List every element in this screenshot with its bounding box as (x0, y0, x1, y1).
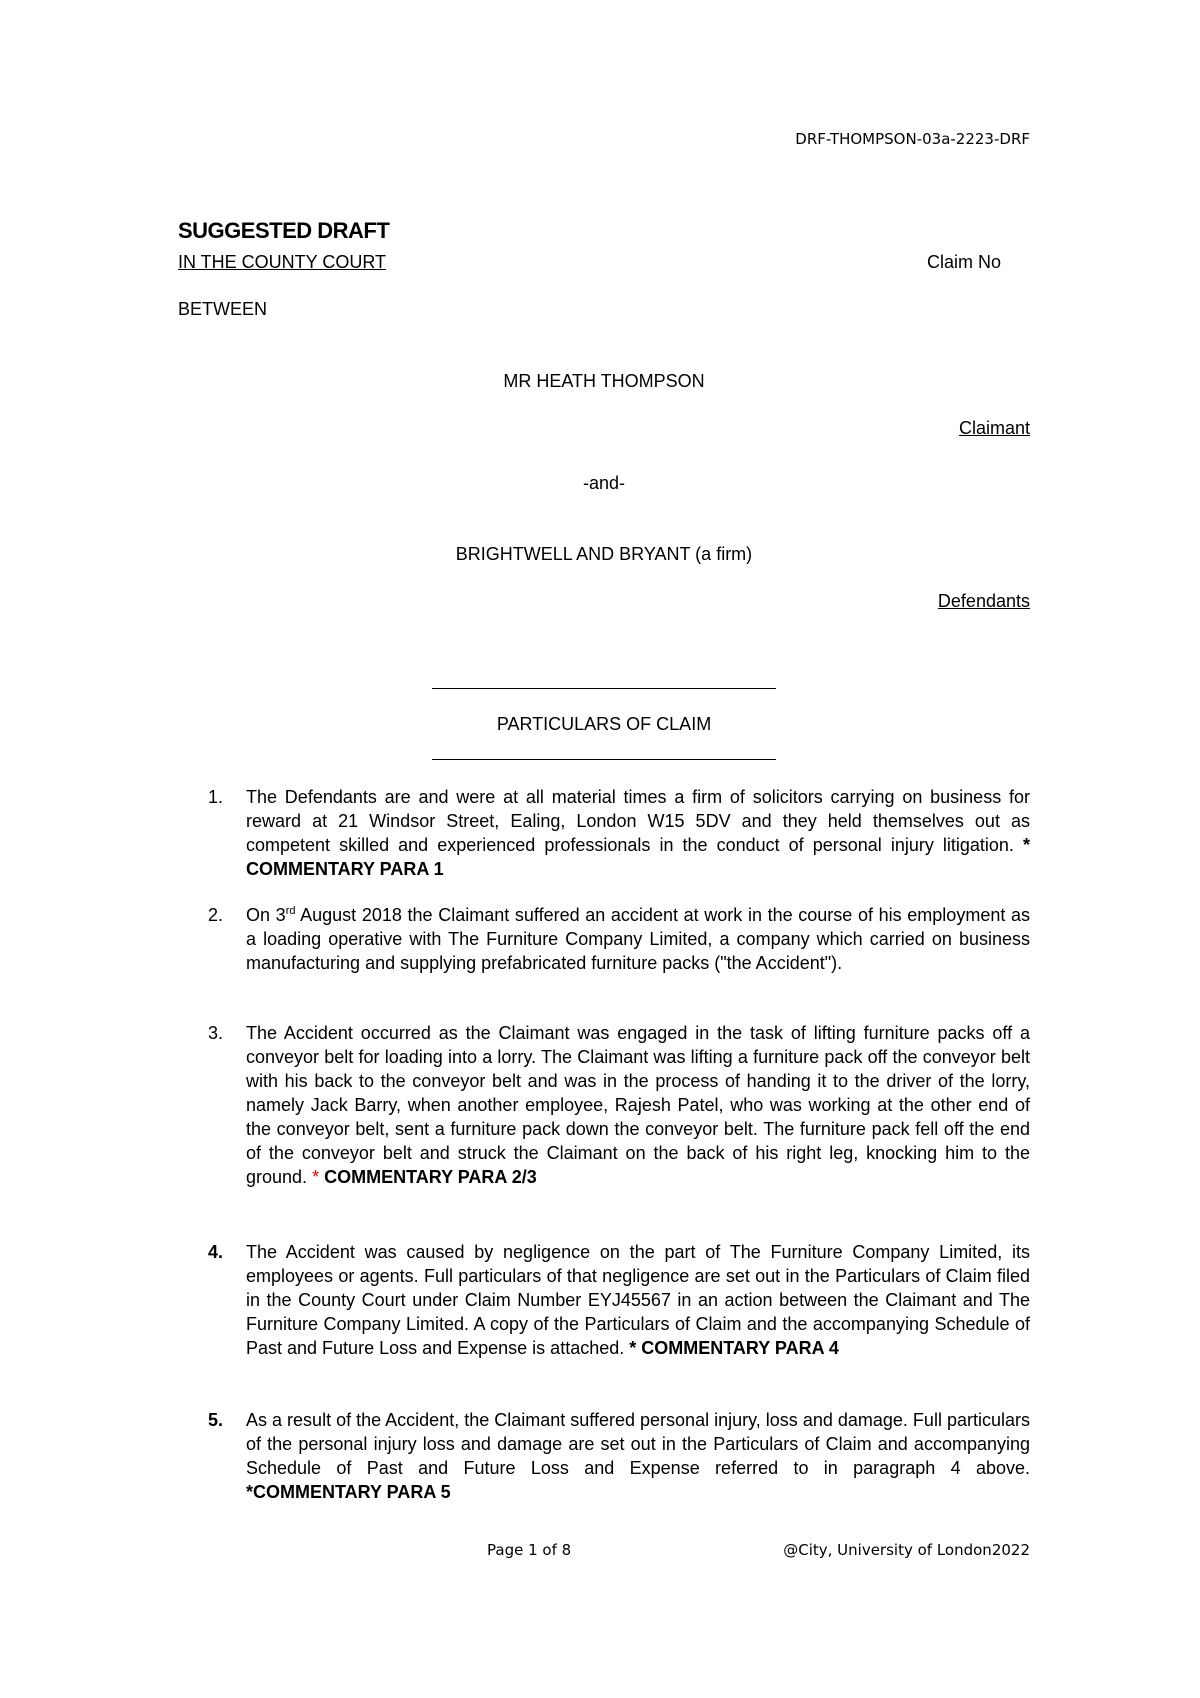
claimant-name: MR HEATH THOMPSON (503, 371, 705, 391)
paragraph-number: 1. (208, 787, 224, 807)
paragraph-4 (178, 1240, 1030, 1360)
paragraph-text: The Defendants are and were at all material times a firm of solicitors carrying on business for reward at 21 Windsor Street, Ealing, London W15 5DV and they held themselves out as competent skilled and experienced professionals in the conduct of personal injury litigation. (246, 787, 1030, 855)
paragraph-number: 3. (208, 1023, 224, 1043)
defendant-name: BRIGHTWELL AND BRYANT (a firm) (455, 544, 753, 564)
commentary-ref: *COMMENTARY PARA 5 (246, 1482, 451, 1502)
commentary-ref: COMMENTARY PARA 2/3 (324, 1167, 537, 1187)
paragraph-3 (178, 1021, 1030, 1189)
paragraph-2 (178, 903, 1030, 975)
paragraph-text-continued: August 2018 the Claimant suffered an accident at work in the course of his employment as a loading operative with The Furniture Company Limited, a company which carried on business manufacturing and supplying prefabricated furniture packs ("the Accident"). (246, 905, 1031, 973)
paragraph-text: The Accident was caused by negligence on the part of The Furniture Company Limited, its employees or agents. Full particulars of that negligence are set out in the Particulars of Claim filed in the County Court under Claim Number EYJ45567 in an action between the Claimant and The Furniture Company Limited. A copy of the Particulars of Claim and the accompanying Schedule of Past and Future Loss and Expense is attached. (246, 1242, 1030, 1358)
paragraph-1 (178, 785, 1030, 881)
paragraph-text: As a result of the Accident, the Claimant suffered personal injury, loss and damage. Full particulars of the personal injury loss and damage are set out in the Particulars of Claim and accompanying Schedule of Past and Future Loss and Expense referred to in paragraph 4 above. (246, 1410, 1030, 1478)
document-reference: DRF-THOMPSON-03a-2223-DRF (795, 130, 1030, 148)
between-label: BETWEEN (178, 299, 268, 319)
paragraph-5 (178, 1408, 1030, 1504)
red-asterisk: * (312, 1167, 320, 1187)
copyright-notice: @City, University of London2022 (783, 1541, 1030, 1559)
page-number: Page 1 of 8 (487, 1541, 572, 1559)
heading-rule-bottom (432, 759, 776, 760)
court-name: IN THE COUNTY COURT (178, 252, 387, 272)
particulars-heading: PARTICULARS OF CLAIM (496, 714, 712, 734)
draft-title: SUGGESTED DRAFT (178, 218, 390, 243)
and-separator: -and- (582, 473, 626, 493)
paragraph-number: 2. (208, 905, 224, 925)
paragraph-number: 5. (208, 1410, 224, 1430)
commentary-ref: * COMMENTARY PARA 1 (246, 835, 1030, 879)
date-ordinal-suffix: rd (285, 905, 296, 917)
paragraph-text: On 3 (246, 905, 286, 925)
defendant-label: Defendants (937, 591, 1030, 611)
commentary-ref: * COMMENTARY PARA 4 (629, 1338, 839, 1358)
claimant-label: Claimant (958, 418, 1030, 438)
claim-number-label: Claim No (927, 252, 1002, 272)
heading-rule-top (432, 688, 776, 689)
paragraph-text: The Accident occurred as the Claimant was engaged in the task of lifting furniture packs off a conveyor belt for loading into a lorry. The Claimant was lifting a furniture pack off the conveyor belt with his back to the conveyor belt and was in the process of handing it to the driver of the lorry, namely Jack Barry, when another employee, Rajesh Patel, who was working at the other end of the conveyor belt, sent a furniture pack down the conveyor belt. The furniture pack fell off the end of the conveyor belt and struck the Claimant on the back of his right leg, knocking him to the ground. (246, 1023, 1030, 1187)
paragraph-number: 4. (208, 1242, 224, 1262)
